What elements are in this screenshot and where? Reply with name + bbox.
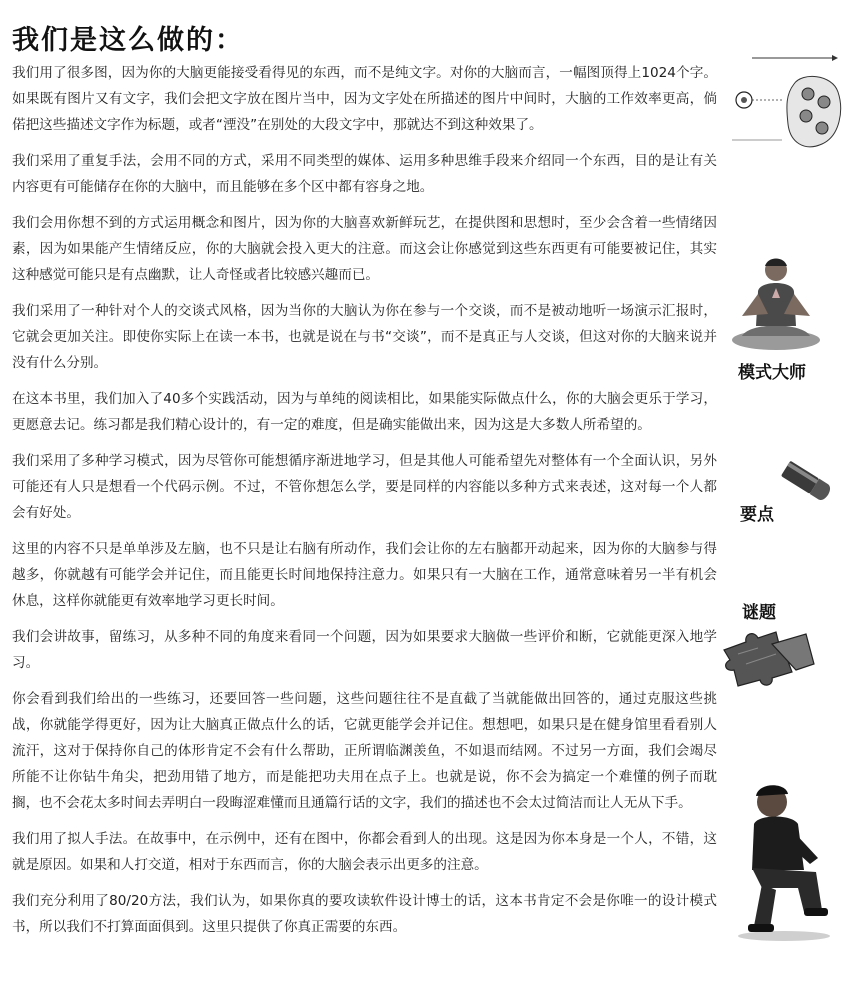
puzzle-label: 谜题 [742,603,776,623]
diagram-sketch-icon [722,44,844,156]
page-title: 我们是这么做的： [12,25,244,56]
paragraph-repetition: 我们采用了重复手法，会用不同的方式，采用不同类型的媒体、运用多种思维手段来介绍同一个东西，目的是让有关内容更有可能储存在你的大脑中，而且能够在多个区中都有容身之地。 [12,153,717,195]
paragraph-exercises: 你会看到我们给出的一些练习，还要回答一些问题，这些问题往往不是直截了当就能做出回答的，通过克服这些挑战，你就能学得更好，因为让大脑真正做点什么的话，它就更能学会并记住。想想吧，如果只是在健身馆里看看别人流汗，这对于保持你自己的体形肯定不会有什么帮助，正所谓临渊羡鱼，不如退而结网。不过另一方面，我们会竭尽所能不让你钻牛角尖，把劲用错了地方，而是能把功夫用在点子上。也就是说，你不会为搞定一个难懂的例子而耽搁，也不会花太多时间去弄明白一段晦涩难懂而且通篇行话的文字，我们的描述也不会太过简洁而让人无从下手。 [12,691,717,811]
paragraph-both-brain-sides: 这里的内容不只是单单涉及左脑，也不只是让右脑有所动作，我们会让你的左右脑都开动起来，因为你的大脑参与得越多，你就越有可能学会并记住，而且能更长时间地保持注意力。如果只有一大脑在工作，通常意味着另一半有机会休息，这样你就能更有效率地学习更长时间。 [12,541,717,609]
paragraph-people: 我们用了拟人手法。在故事中，在示例中，还有在图中，你都会看到人的出现。这是因为你本身是一个人，不错，这就是原因。如果和人打交道，相对于东西而言，你的大脑会表示出更多的注意。 [12,831,717,873]
pattern-guru-label: 模式大师 [738,363,806,383]
body-text [12,60,717,950]
paragraph-conversational: 我们采用了一种针对个人的交谈式风格，因为当你的大脑认为你在参与一个交谈，而不是被动地听一场演示汇报时，它就会更加关注。即使你实际上在读一本书，也就是说在与书“交谈”，而不是真正与人交谈，但这对你的大脑来说并没有什么分别。 [12,303,717,371]
pattern-guru-icon [728,252,824,352]
paragraph-stories: 我们会讲故事，留练习，从多种不同的角度来看同一个问题，因为如果要求大脑做一些评价和断，它就能更深入地学习。 [12,629,717,671]
paragraph-learning-styles: 我们采用了多种学习模式，因为尽管你可能想循序渐进地学习，但是其他人可能希望先对整体有一个全面认识，另外可能还有人只是想看一个代码示例。不过，不管你想怎么学，要是同样的内容能以多种方式来表述，这对每一个人都会有好处。 [12,453,717,521]
paragraph-emotion: 我们会用你想不到的方式运用概念和图片，因为你的大脑喜欢新鲜玩艺，在提供图和思想时，至少会含着一些情绪因素，因为如果能产生情绪反应，你的大脑就会投入更大的注意。而这会让你感觉到这些东西更有可能要被记住，其实这种感觉可能只是有点幽默，让人奇怪或者比较感兴趣而已。 [12,215,717,283]
bullet-point-label: 要点 [740,505,774,525]
paragraph-pictures: 我们用了很多图，因为你的大脑更能接受看得见的东西，而不是纯文字。对你的大脑而言，一幅图顶得上1024个字。如果既有图片又有文字，我们会把文字放在图片当中，因为文字处在所描述的图片中间时，大脑的工作效率更高，倘偌把这些描述文字作为标题，或者“湮没”在别处的大段文字中，那就达不到这种效果了。 [12,65,717,133]
paragraph-80-20: 我们充分利用了80/20方法，我们认为，如果你真的要攻读软件设计博士的话，这本书肯定不会是你唯一的设计模式书，所以我们不打算面面俱到。这里只提供了你真正需要的东西。 [12,893,717,935]
bullet-point-icon [776,456,836,506]
crouching-person-icon [732,780,836,942]
puzzle-icon [718,624,818,690]
paragraph-activities: 在这本书里，我们加入了40多个实践活动，因为与单纯的阅读相比，如果能实际做点什么，你的大脑会更乐于学习，更愿意去记。练习都是我们精心设计的，有一定的难度，但是确实能做出来，因为这是大多数人所希望的。 [12,391,717,433]
